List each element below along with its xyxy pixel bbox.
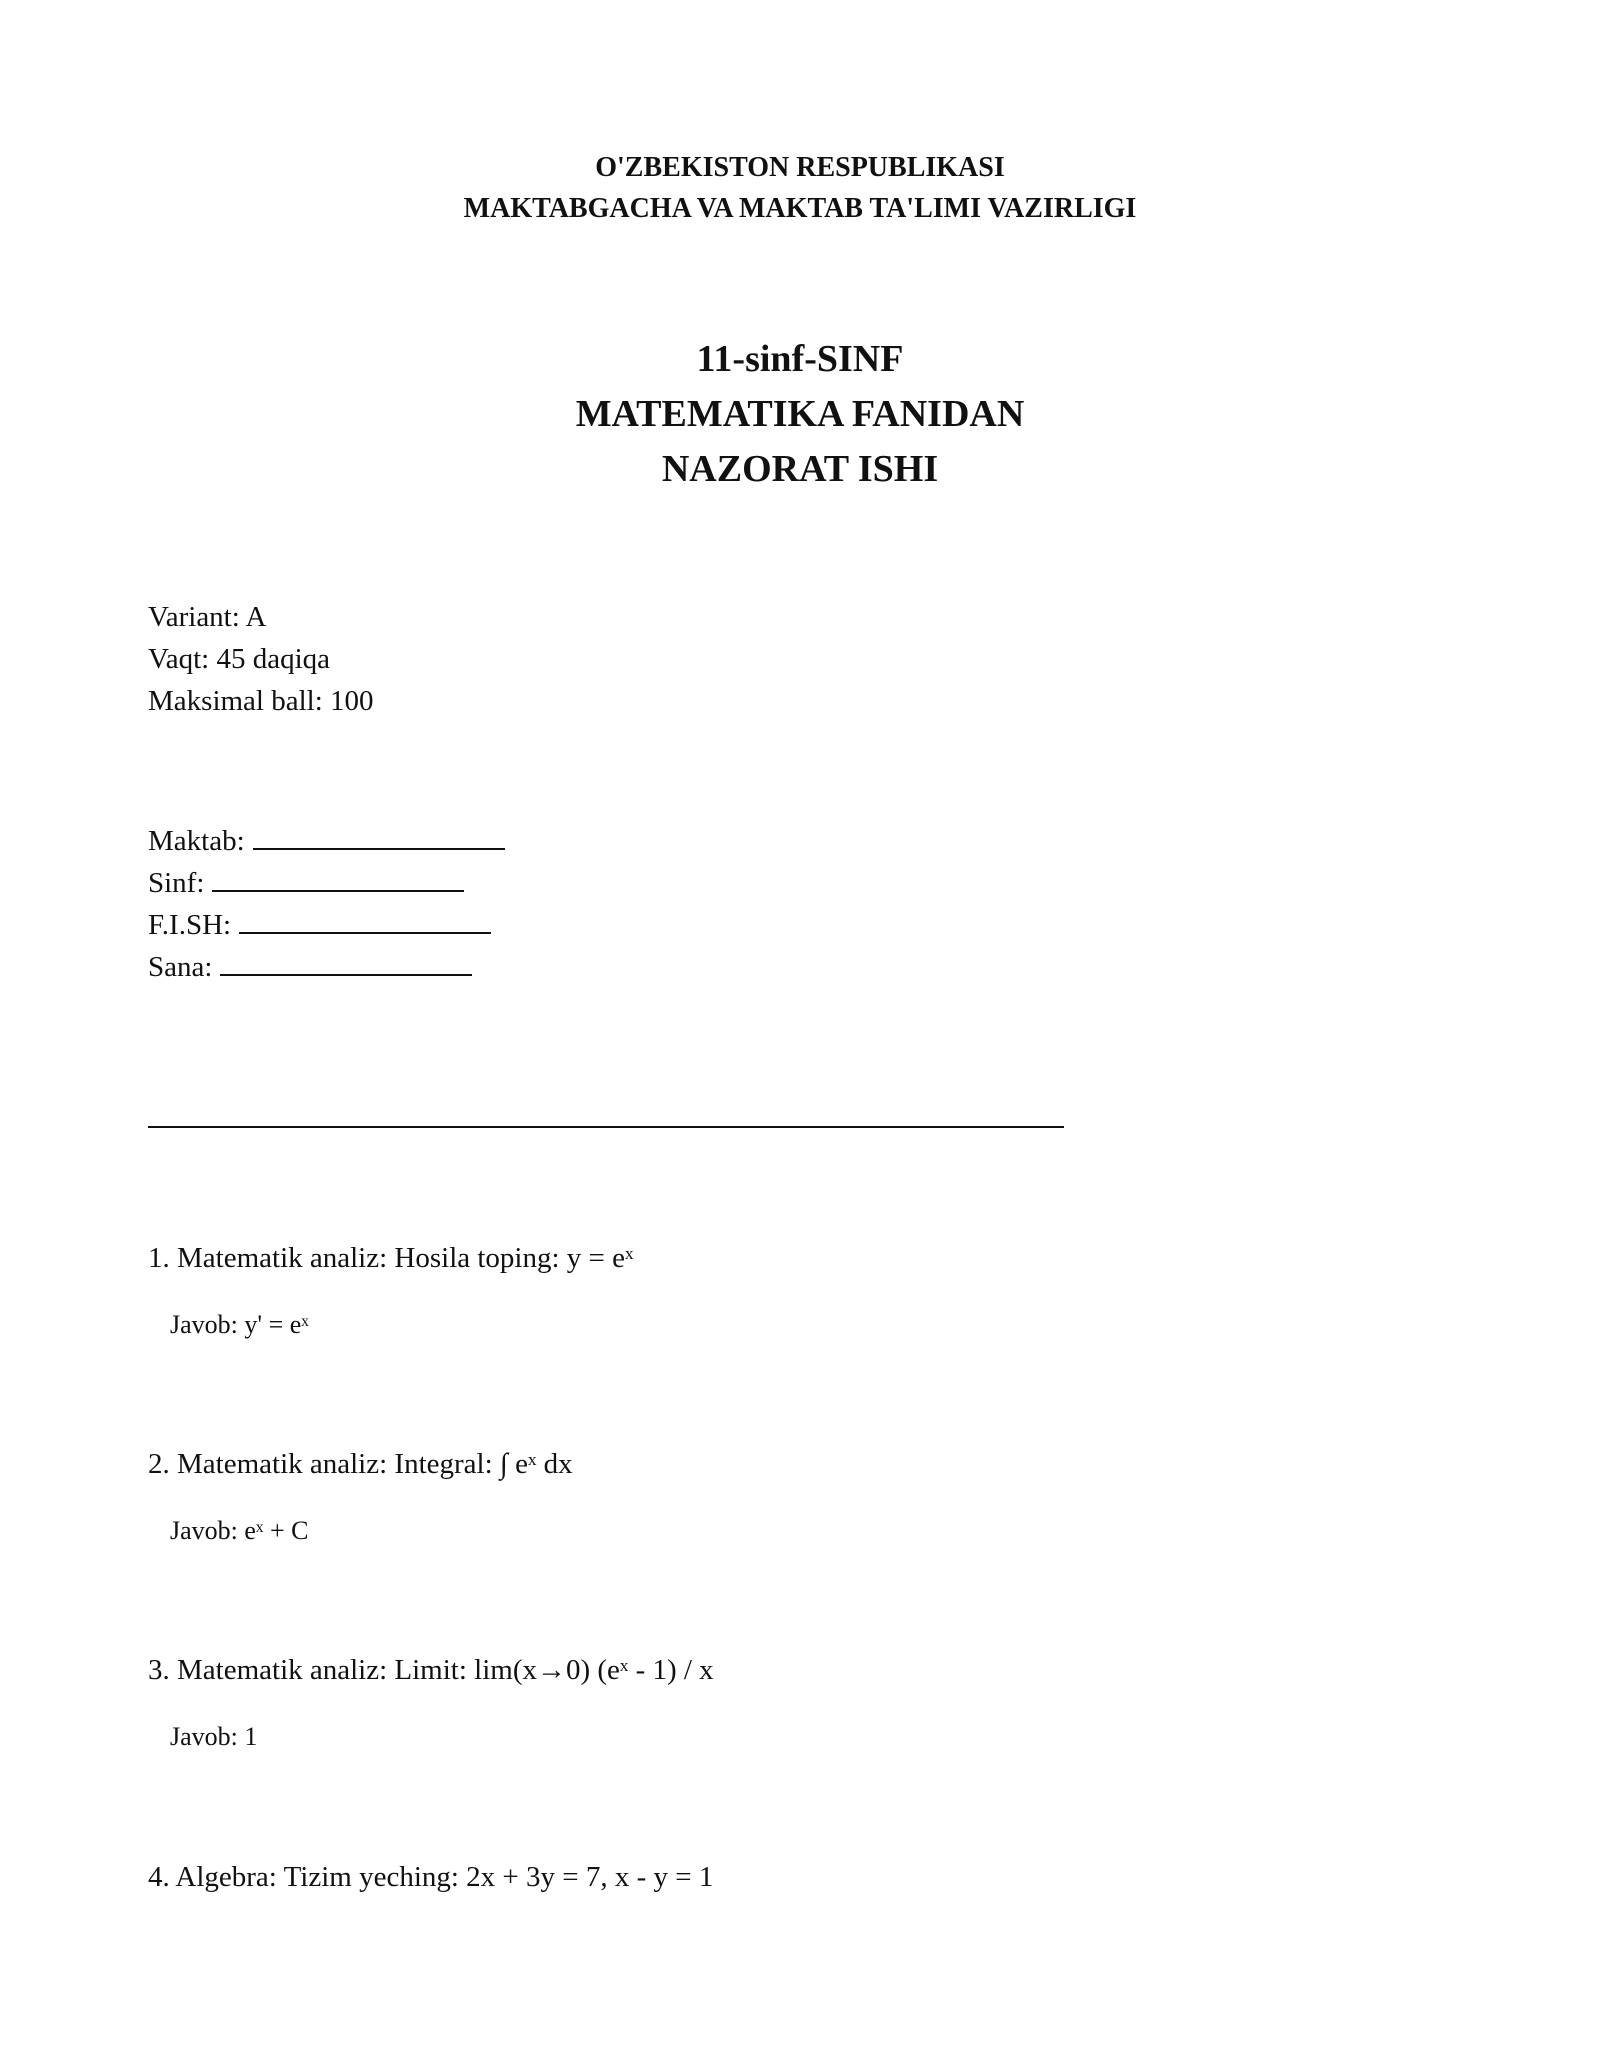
question-4: 4. Algebra: Tizim yeching: 2x + 3y = 7, x - y = 1 (148, 1861, 714, 1893)
header-line-1: O'ZBEKISTON RESPUBLIKASI (595, 152, 1005, 183)
header-line-2: MAKTABGACHA VA MAKTAB TA'LIMI VAZIRLIGI (463, 193, 1137, 224)
class-field-row (148, 862, 505, 904)
date-label: Sana: (148, 951, 213, 983)
date-blank-line (220, 948, 472, 976)
school-label: Maktab: (148, 825, 245, 857)
document-title (0, 332, 1600, 497)
title-subject: MATEMATIKA FANIDAN (575, 393, 1025, 435)
school-field-row (148, 820, 505, 862)
question-2: 2. Matematik analiz: Integral: ∫ eˣ dx (148, 1448, 573, 1480)
variant-text: Variant: A (148, 601, 267, 633)
answer-3: Javob: 1 (170, 1722, 258, 1751)
question-3: 3. Matematik analiz: Limit: lim(x→0) (eˣ - 1) / x (148, 1654, 714, 1686)
class-blank-line (212, 864, 464, 892)
exam-info (148, 596, 374, 722)
max-score-text: Maksimal ball: 100 (148, 685, 374, 717)
title-grade: 11-sinf-SINF (696, 338, 904, 380)
class-label: Sinf: (148, 867, 205, 899)
school-blank-line (253, 822, 505, 850)
time-text: Vaqt: 45 daqiqa (148, 643, 331, 675)
title-type: NAZORAT ISHI (661, 448, 939, 490)
answer-1: Javob: y' = eˣ (170, 1310, 309, 1339)
name-field-row (148, 904, 505, 946)
answer-2: Javob: eˣ + C (170, 1516, 309, 1545)
name-label: F.I.SH: (148, 909, 232, 941)
student-fields (148, 820, 505, 988)
name-blank-line (239, 906, 491, 934)
date-field-row (148, 946, 505, 988)
section-divider (148, 1126, 1064, 1128)
ministry-header (0, 147, 1600, 229)
question-1: 1. Matematik analiz: Hosila toping: y = eˣ (148, 1242, 634, 1274)
